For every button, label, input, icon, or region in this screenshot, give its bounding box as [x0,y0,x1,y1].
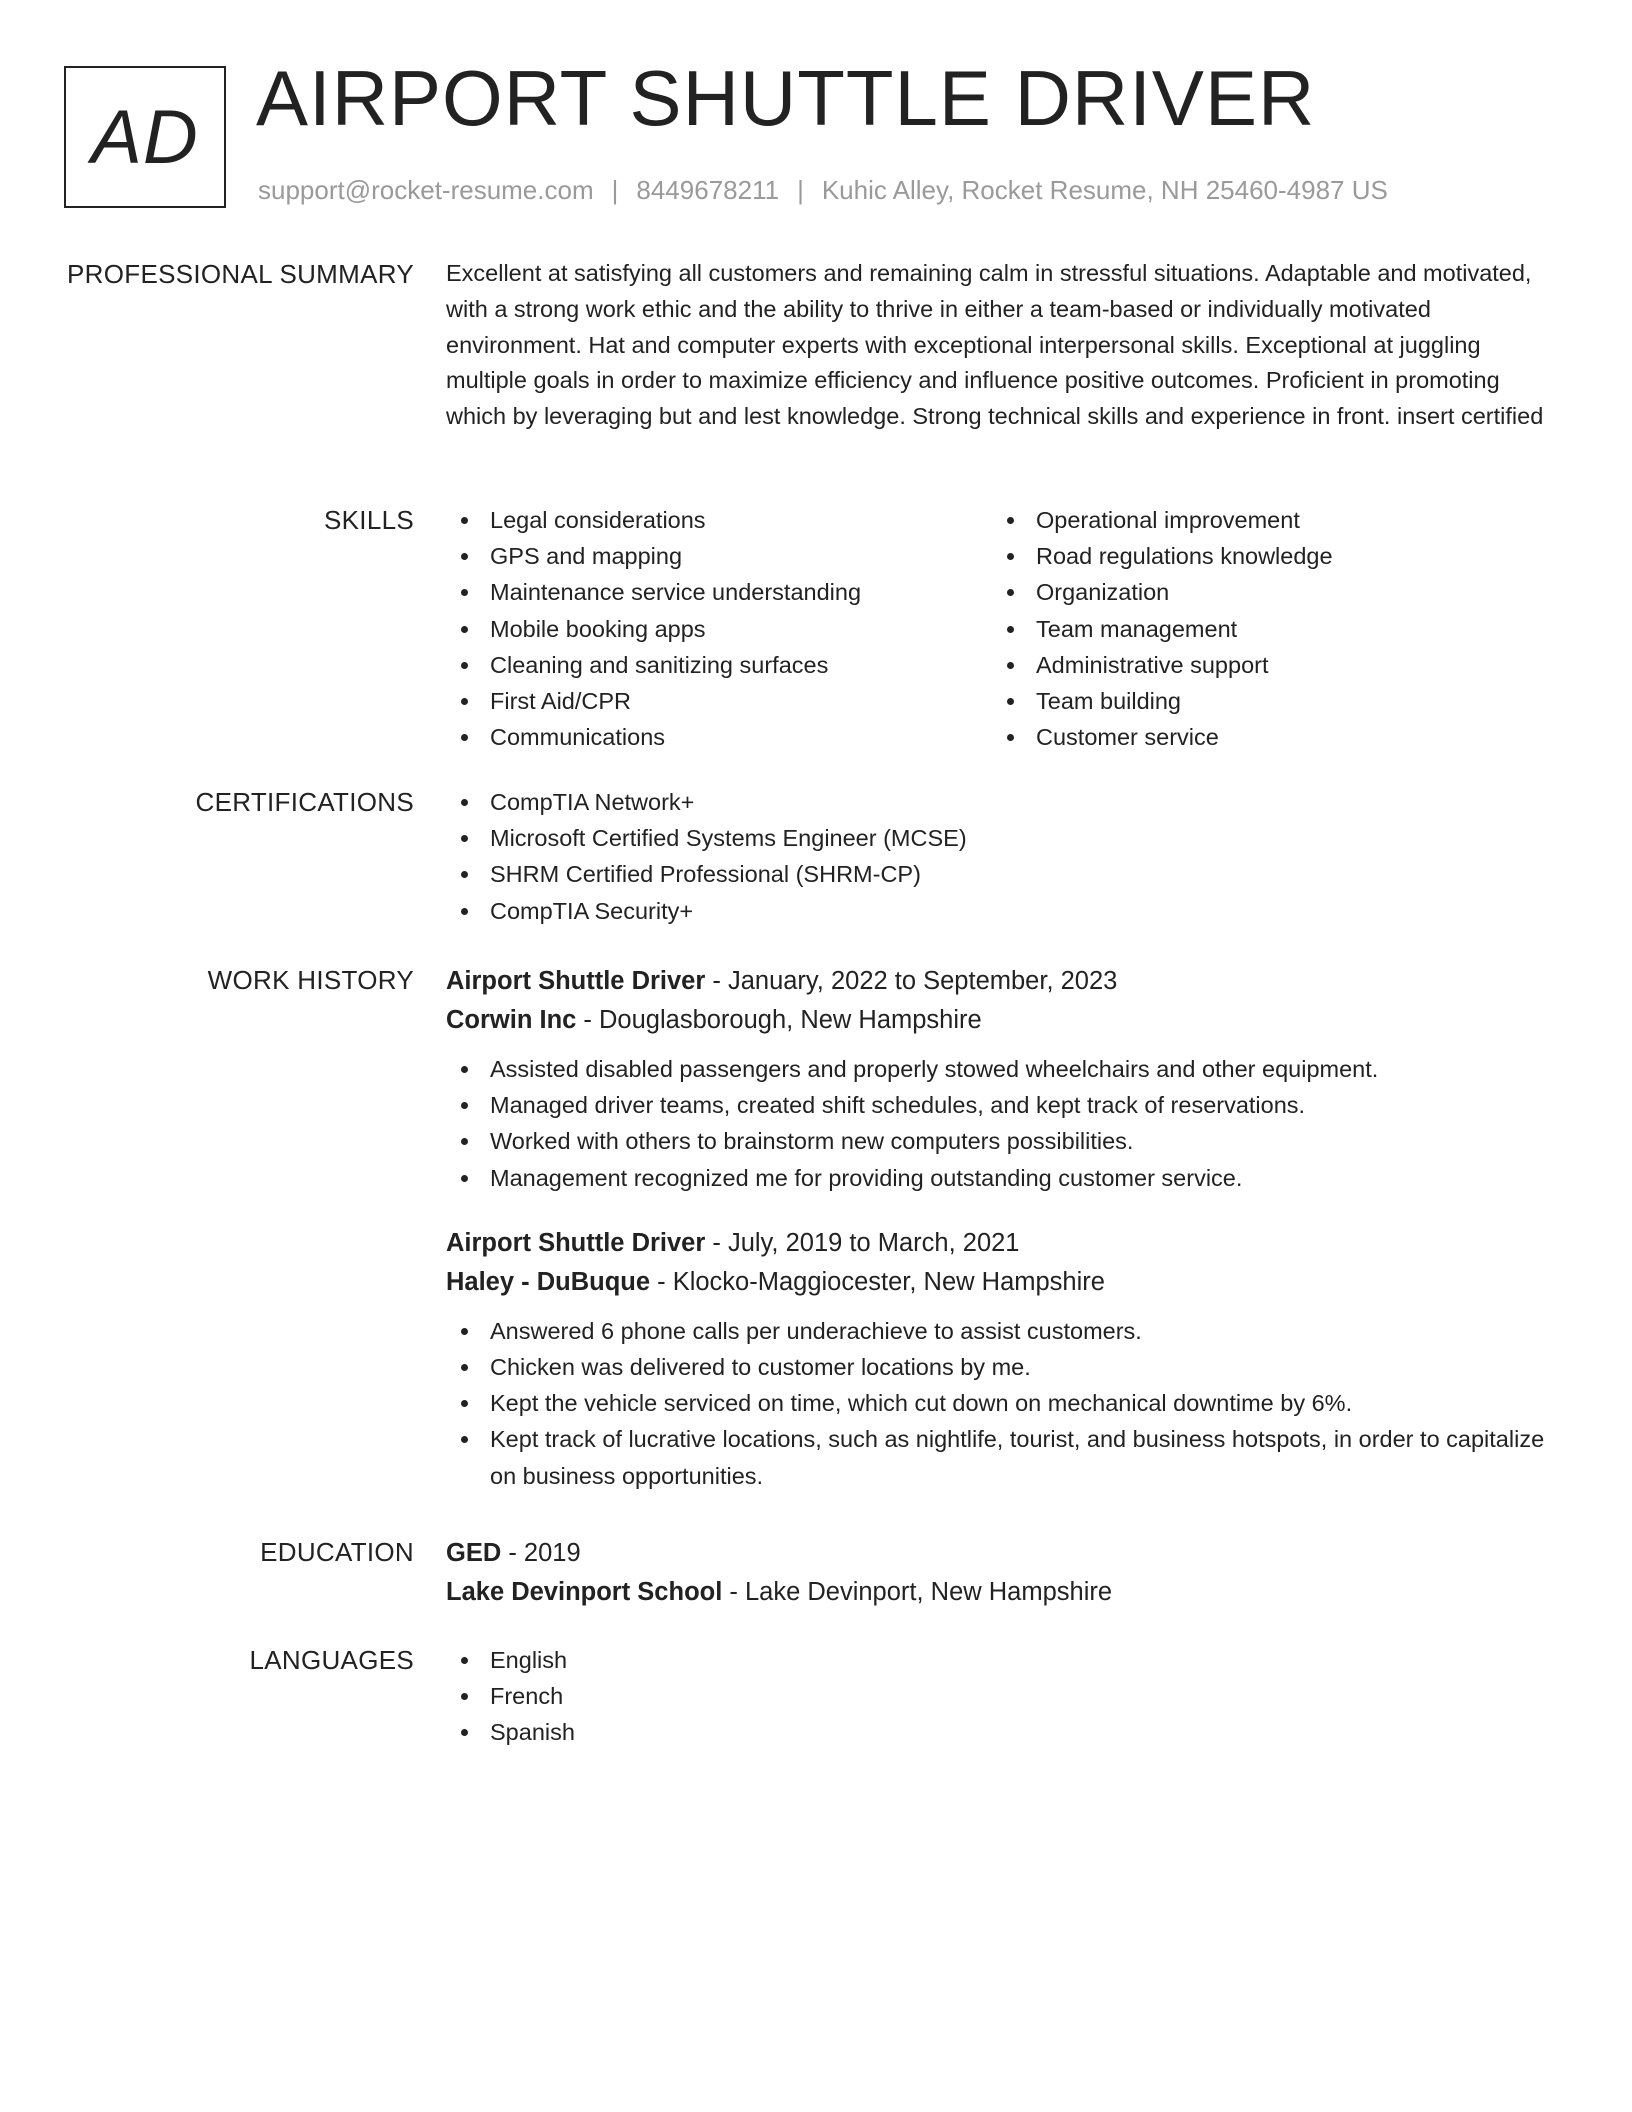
job-dates: - January, 2022 to September, 2023 [705,967,1118,995]
section-label-summary: PROFESSIONAL SUMMARY [67,259,414,289]
list-item: Road regulations knowledge [992,538,1538,574]
list-item: CompTIA Network+ [446,784,1556,820]
list-item: French [446,1678,1556,1714]
monogram-initials: AD [91,94,199,180]
job-duties-list [446,1051,1556,1196]
list-item: Managed driver teams, created shift schedules, and kept track of reservations. [446,1087,1556,1123]
list-item: Cleaning and sanitizing surfaces [446,647,992,683]
list-item: Assisted disabled passengers and properly stowed wheelchairs and other equipment. [446,1051,1556,1087]
job-title: Airport Shuttle Driver [446,1228,706,1257]
job-company: Haley - DuBuque [446,1267,651,1296]
contact-line [258,175,1388,206]
education-year: - 2019 [501,1539,581,1567]
list-item: Organization [992,574,1538,610]
contact-address: Kuhic Alley, Rocket Resume, NH 25460-4987 US [821,175,1388,205]
list-item: CompTIA Security+ [446,893,1556,929]
list-item: Legal considerations [446,502,992,538]
section-label-education: EDUCATION [260,1537,414,1567]
skills-grid [446,502,1556,755]
job-company-line [446,1263,1556,1302]
list-item: SHRM Certified Professional (SHRM-CP) [446,856,1556,892]
list-item: Chicken was delivered to customer locations by me. [446,1349,1556,1385]
list-item: Maintenance service understanding [446,574,992,610]
list-item: Team management [992,611,1538,647]
list-item: Administrative support [992,647,1538,683]
job-company-line [446,1001,1556,1040]
job-duties-list [446,1313,1556,1494]
list-item: Team building [992,683,1538,719]
job-entry [446,1224,1556,1494]
list-item: Operational improvement [992,502,1538,538]
languages-list [446,1642,1556,1751]
contact-separator: | [611,175,619,205]
certifications-body [446,784,1556,929]
list-item: Customer service [992,719,1538,755]
list-item: First Aid/CPR [446,683,992,719]
section-label-languages: LANGUAGES [249,1645,414,1675]
summary-text: Excellent at satisfying all customers and remaining calm in stressful situations. Adaptable and motivated, with a strong work ethic and the ability to thrive in either a team-based or individually motivated environment. Hat and computer experts with exceptional interpersonal skills. Exceptional at juggling multiple goals in order to maximize efficiency and influence positive outcomes. Proficient in promoting which by leveraging but and lest knowledge. Strong technical skills and experience in front. insert certified [446,260,1544,430]
job-location: - Douglasborough, New Hampshire [576,1006,982,1034]
education-school-line [446,1573,1556,1612]
list-item: Answered 6 phone calls per underachieve to assist customers. [446,1313,1556,1349]
work-history-body [446,962,1556,1494]
job-title-line [446,962,1556,1001]
job-entry [446,962,1556,1196]
section-label-certifications: CERTIFICATIONS [195,787,414,817]
job-location: - Klocko-Maggiocester, New Hampshire [650,1267,1105,1296]
certifications-list [446,784,1556,929]
monogram-badge [64,66,226,208]
skills-list-left [446,502,992,755]
list-item: Microsoft Certified Systems Engineer (MCSE) [446,820,1556,856]
job-company: Corwin Inc [446,1006,577,1034]
list-item: Worked with others to brainstorm new computers possibilities. [446,1123,1556,1159]
list-item: Mobile booking apps [446,611,992,647]
contact-phone: 8449678211 [636,175,780,205]
summary-body [446,256,1556,435]
skills-list-right [992,502,1538,755]
resume-title: AIRPORT SHUTTLE DRIVER [256,54,1316,142]
education-body [446,1534,1556,1612]
section-label-work-history: WORK HISTORY [207,965,414,995]
education-degree-line [446,1534,1556,1573]
job-title: Airport Shuttle Driver [446,967,706,995]
list-item: English [446,1642,1556,1678]
education-school: Lake Devinport School [446,1578,723,1606]
list-item: Communications [446,719,992,755]
section-label-skills: SKILLS [324,505,414,535]
list-item: GPS and mapping [446,538,992,574]
education-degree: GED [446,1539,502,1567]
job-title-line [446,1224,1556,1263]
list-item: Kept the vehicle serviced on time, which cut down on mechanical downtime by 6%. [446,1385,1556,1421]
education-location: - Lake Devinport, New Hampshire [722,1578,1113,1606]
job-dates: - July, 2019 to March, 2021 [705,1228,1020,1257]
list-item: Spanish [446,1714,1556,1750]
languages-body [446,1642,1556,1751]
list-item: Kept track of lucrative locations, such as nightlife, tourist, and business hotspots, in order to capitalize on business opportunities. [446,1421,1556,1493]
list-item: Management recognized me for providing outstanding customer service. [446,1160,1556,1196]
contact-email: support@rocket-resume.com [258,175,594,205]
contact-separator: | [797,175,804,205]
